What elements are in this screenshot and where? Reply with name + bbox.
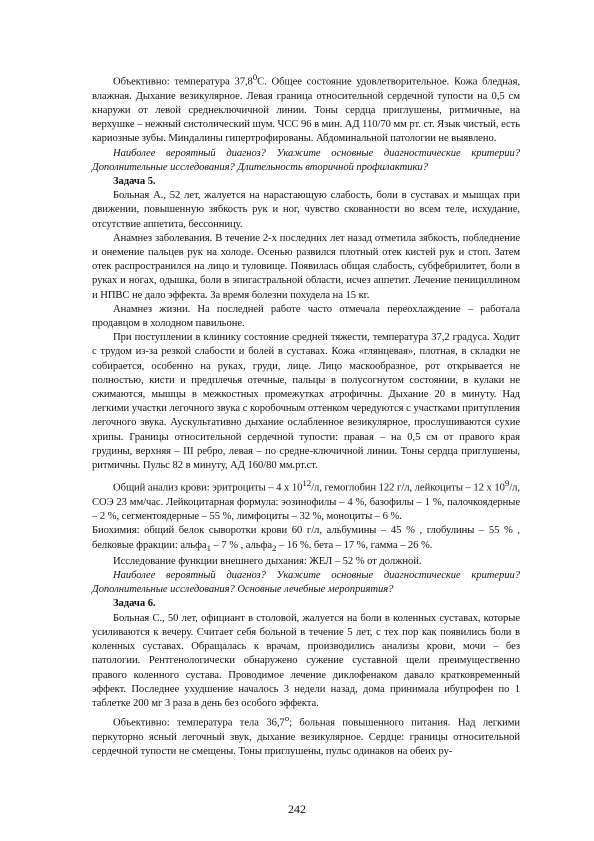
- task-heading-5: Задача 5.: [113, 175, 156, 187]
- paragraph-anamnesis-vitae: Анамнез жизни. На последней работе часто отмечала переохлаждение – работала продавцом в холодном павильоне.: [92, 303, 520, 329]
- task-heading-6: Задача 6.: [113, 598, 156, 610]
- superscript: 9: [504, 478, 510, 489]
- text-fragment: Биохимия: общий белок сыворотки крови 60 г/л, альбумины – 45 % , глобулины – 55 % , белковые фракции: альфа: [92, 525, 520, 551]
- paragraph-blood-test: [92, 476, 520, 524]
- superscript: о: [284, 713, 290, 724]
- text-fragment: Общий анализ крови: эритроциты – 4 х 10: [113, 482, 303, 494]
- question-task-4: Наиболее вероятный диагноз? Укажите основные диагностические критерии? Дополнительные исследования? Длительность вторичной профилактики?: [92, 147, 520, 173]
- subscript: 2: [272, 542, 277, 553]
- text-fragment: – 16 %. бета – 17 %, гамма – 26 %.: [276, 539, 433, 551]
- paragraph-objective-exam: [92, 70, 520, 147]
- text-fragment: Объективно: температура тела 36,7: [113, 717, 285, 729]
- text-fragment: /л, СОЭ 23 мм/час. Лейкоцитарная формула: эозинофилы – 4 %, базофилы – 1 %, палочкоядерные – 2 %, сегментоядерные – 55 %, лимфоциты – 32 %, моноциты – 6 %.: [92, 482, 520, 523]
- paragraph-complaints-task-6: Больная С., 50 лет, официант в столовой, жалуется на боли в коленных суставах, которые усиливаются к вечеру. Считает себя больной в течение 5 лет, с тех пор как появились боли в коленных суставах. Обращалась к врачам, производились анализы крови, мочи – без патологии. Рентгенологически обнаружено сужение суставной щели преимущественно правого коленного сустава. Проводимое лечение диклофенаком давало кратковременный эффект. Последнее ухудшение началось 3 недели назад, дома принимала ибупрофен по 1 таблетке 200 мг 3 раза в день без особого эффекта.: [92, 612, 520, 709]
- page-number: 242: [288, 802, 306, 816]
- subscript: 1: [206, 542, 211, 553]
- text-fragment: /л, гемоглобин 122 г/л, лейкоциты – 12 х 10: [311, 482, 505, 494]
- paragraph-respiratory-function: Исследование функции внешнего дыхания: ЖЕЛ – 52 % от должной.: [113, 555, 422, 567]
- question-task-5: Наиболее вероятный диагноз? Укажите основные диагностические критерии? Дополнительные исследования? Основные лечебные мероприятия?: [92, 570, 520, 596]
- superscript: 0: [252, 72, 258, 82]
- text-fragment: Объективно: температура 37,8: [113, 76, 253, 88]
- text-fragment: – 7 % , альфа: [210, 539, 273, 551]
- text-fragment: С. Общее состояние удовлетворительное. Кожа бледная, влажная. Дыхание везикулярное. Левая граница относительной сердечной тупости на 0,5 см кнаружи от левой среднеключичной линии. Тоны сердца приглушены, ритмичные, на верхушке – нежный систолический шум. ЧСС 96 в мин. АД 110/70 мм рт. ст. Язык чистый, есть кариозные зубы. Миндалины гипертрофированы. Абдоминальной патологии не выявлено.: [92, 76, 520, 145]
- paragraph-anamnesis-morbi: Анамнез заболевания. В течение 2-х последних лет назад отметила зябкость, побледнение и онемение пальцев рук на холоде. Осенью развился плотный отек кистей рук и стоп. Затем отек распространился на лицо и туловище. Появилась общая слабость, субфебрилитет, боли в руках и ногах, одышка, боли в эпигастральной области, исчез аппетит. Лечение пенициллином и НПВС не дало эффекта. За время болезни похудела на 15 кг.: [92, 232, 520, 301]
- paragraph-complaints: Больная А., 52 лет, жалуется на нарастающую слабость, боли в суставах и мышцах при движении, повышенную зябкость рук и ног, чувство скованности во всем теле, исхудание, отсутствие аппетита, бессонницу.: [92, 190, 520, 230]
- page-body: [92, 70, 520, 759]
- paragraph-admission-status: При поступлении в клинику состояние средней тяжести, температура 37,2 градуса. Ходит с трудом из-за резкой слабости и болей в суставах. Кожа «глянцевая», плотная, в складки не собирается, особенно на руках, груди, лице. Лицо маскообразное, рот открывается не полностью, кисти и предплечья отечные, пальцы в полусогнутом состоянии, в кулаки не сжимаются, мышцы в межкостных промежутках атрофичны. Дыхание 20 в минуту. Над легкими участки легочного звука с коробочным оттенком чередуются с участками притупления легочного звука. Аускультативно дыхание ослабленное везикулярное, прослушиваются сухие хрипы. Границы относительной сердечной тупости: правая – на 0,5 см от правого края грудины, верхняя – III ребро, левая – по средне-ключичной линии. Тоны сердца приглушены, ритмичны. Пульс 82 в минуту, АД 160/80 мм.рт.ст.: [92, 332, 520, 472]
- text-fragment: ; больная повышенного питания. Над легкими перкуторно ясный легочный звук, дыхание везикулярное. Сердце: границы относительной сердечной тупости не смещены. Тоны приглушены, пульс одинаков на обеих ру-: [92, 717, 520, 758]
- paragraph-objective-task-6: [92, 711, 520, 759]
- paragraph-biochemistry: [92, 524, 520, 555]
- superscript: 12: [302, 478, 312, 489]
